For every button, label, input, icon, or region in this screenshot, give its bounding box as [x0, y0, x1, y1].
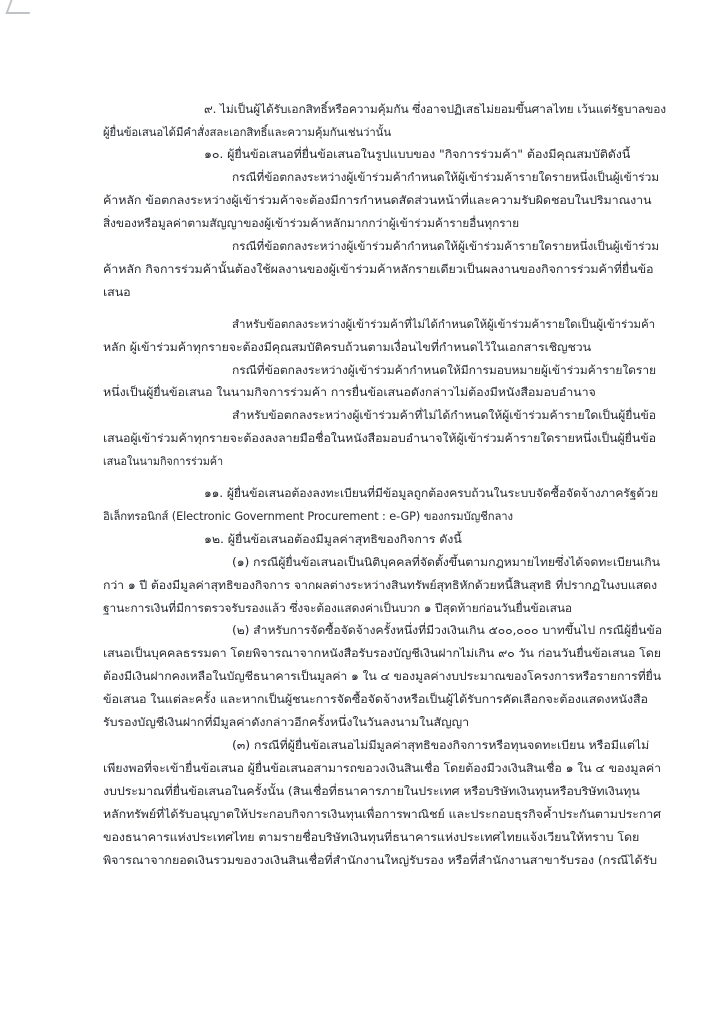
- doc-line: เพียงพอที่จะเข้ายื่นข้อเสนอ ผู้ยื่นข้อเสนอสามารถขอวงเงินสินเชื่อ โดยต้องมีวงเงินสินเชื่อ ๑ ใน ๔ ของมูลค่า: [103, 762, 661, 775]
- doc-line: (๓) กรณีที่ผู้ยื่นข้อเสนอไม่มีมูลค่าสุทธิของกิจการหรือทุนจดทะเบียน หรือมีแต่ไม่: [232, 739, 650, 752]
- doc-line: ข้อเสนอ ในแต่ละครั้ง และหากเป็นผู้ชนะการจัดซื้อจัดจ้างหรือเป็นผู้ได้รับการคัดเลือกจะต้องแสดงหนังสือ: [103, 693, 648, 706]
- doc-line: หลัก ผู้เข้าร่วมค้าทุกรายจะต้องมีคุณสมบัติครบถ้วนตามเงื่อนไขที่กำหนดไว้ในเอกสารเชิญชวน: [103, 341, 591, 354]
- doc-line: รับรองบัญชีเงินฝากที่มีมูลค่าดังกล่าวอีกครั้งหนึ่งในวันลงนามในสัญญา: [103, 716, 469, 729]
- doc-line: ๑๑. ผู้ยื่นข้อเสนอต้องลงทะเบียนที่มีข้อมูลถูกต้องครบถ้วนในระบบจัดซื้อจัดจ้างภาครัฐด้วย: [204, 487, 658, 500]
- doc-line: ค้าหลัก ข้อตกลงระหว่างผู้เข้าร่วมค้าจะต้องมีการกำหนดสัดส่วนหน้าที่และความรับผิดชอบในปริมาณงาน: [103, 194, 652, 207]
- doc-line: เสนอ: [103, 286, 131, 299]
- doc-line: กว่า ๑ ปี ต้องมีมูลค่าสุทธิของกิจการ จากผลต่างระหว่างสินทรัพย์สุทธิหักด้วยหนี้สินสุทธิ ที่ปรากฏในงบแสดง: [103, 579, 657, 592]
- scan-corner-mark: [5, 0, 34, 14]
- doc-line: หลักทรัพย์ที่ได้รับอนุญาตให้ประกอบกิจการเงินทุนเพื่อการพาณิชย์ และประกอบธุรกิจค้ำประกันตามประกาศ: [103, 808, 661, 821]
- doc-line: งบประมาณที่ยื่นข้อเสนอในครั้งนั้น (สินเชื่อที่ธนาคารภายในประเทศ หรือบริษัทเงินทุนหรือบริษัทเงินทุน: [103, 785, 640, 798]
- doc-line: ต้องมีเงินฝากคงเหลือในบัญชีธนาคารเป็นมูลค่า ๑ ใน ๔ ของมูลค่างบประมาณของโครงการหรือรายการที่ยื่น: [103, 670, 661, 683]
- doc-line: กรณีที่ข้อตกลงระหว่างผู้เข้าร่วมค้ากำหนดให้มีการมอบหมายผู้เข้าร่วมค้ารายใดราย: [232, 364, 656, 377]
- doc-line: กรณีที่ข้อตกลงระหว่างผู้เข้าร่วมค้ากำหนดให้ผู้เข้าร่วมค้ารายใดรายหนึ่งเป็นผู้เข้าร่วม: [232, 171, 659, 184]
- doc-line: สำหรับข้อตกลงระหว่างผู้เข้าร่วมค้าที่ไม่ได้กำหนดให้ผู้เข้าร่วมค้ารายใดเป็นผู้ยื่นข้อ: [232, 409, 656, 422]
- doc-line: ของธนาคารแห่งประเทศไทย ตามรายชื่อบริษัทเงินทุนที่ธนาคารแห่งประเทศไทยแจ้งเวียนให้ทราบ โดย: [103, 831, 640, 844]
- doc-line: เสนอในนามกิจการร่วมค้า: [103, 455, 223, 468]
- doc-line: ค้าหลัก กิจการร่วมค้านั้นต้องใช้ผลงานของผู้เข้าร่วมค้าหลักรายเดียวเป็นผลงานของกิจการร่วมค้าที่ยื่นข้อ: [103, 263, 654, 276]
- doc-line: ๙. ไม่เป็นผู้ได้รับเอกสิทธิ์หรือความคุ้มกัน ซึ่งอาจปฏิเสธไม่ยอมขึ้นศาลไทย เว้นแต่รัฐบาลของ: [204, 103, 666, 116]
- doc-line: เสนอผู้เข้าร่วมค้าทุกรายจะต้องลงลายมือชื่อในหนังสือมอบอำนาจให้ผู้เข้าร่วมค้ารายใดรายหนึ่งเป็นผู้ยื่นข้อ: [103, 432, 656, 445]
- doc-line: หนึ่งเป็นผู้ยื่นข้อเสนอ ในนามกิจการร่วมค้า การยื่นข้อเสนอดังกล่าวไม่ต้องมีหนังสือมอบอำนาจ: [103, 386, 596, 399]
- doc-line: อิเล็กทรอนิกส์ (Electronic Government Procurement : e-GP) ของกรมบัญชีกลาง: [103, 510, 513, 523]
- doc-line: ผู้ยื่นข้อเสนอได้มีคำสั่งสละเอกสิทธิ์และความคุ้มกันเช่นว่านั้น: [103, 126, 391, 139]
- doc-line: สำหรับข้อตกลงระหว่างผู้เข้าร่วมค้าที่ไม่ได้กำหนดให้ผู้เข้าร่วมค้ารายใดเป็นผู้เข้าร่วมค้า: [232, 318, 655, 331]
- doc-line: พิจารณาจากยอดเงินรวมของวงเงินสินเชื่อที่สำนักงานใหญ่รับรอง หรือที่สำนักงานสาขารับรอง (กรณีได้รับ: [103, 854, 657, 867]
- doc-line: สิ่งของหรือมูลค่าตามสัญญาของผู้เข้าร่วมค้าหลักมากกว่าผู้เข้าร่วมค้ารายอื่นทุกราย: [103, 217, 519, 230]
- doc-line: ฐานะการเงินที่มีการตรวจรับรองแล้ว ซึ่งจะต้องแสดงค่าเป็นบวก ๑ ปีสุดท้ายก่อนวันยื่นข้อเสนอ: [103, 602, 572, 615]
- doc-line: ๑๒. ผู้ยื่นข้อเสนอต้องมีมูลค่าสุทธิของกิจการ ดังนี้: [204, 533, 462, 546]
- doc-line: (๑) กรณีผู้ยื่นข้อเสนอเป็นนิติบุคคลที่จัดตั้งขึ้นตามกฎหมายไทยซึ่งได้จดทะเบียนเกิน: [232, 556, 660, 569]
- doc-line: (๒) สำหรับการจัดซื้อจัดจ้างครั้งหนึ่งที่มีวงเงินเกิน ๕๐๐,๐๐๐ บาทขึ้นไป กรณีผู้ยื่นข้อ: [232, 624, 662, 637]
- doc-line: ๑๐. ผู้ยื่นข้อเสนอที่ยื่นข้อเสนอในรูปแบบของ "กิจการร่วมค้า" ต้องมีคุณสมบัติดังนี้: [204, 148, 631, 161]
- doc-line: เสนอเป็นบุคคลธรรมดา โดยพิจารณาจากหนังสือรับรองบัญชีเงินฝากไม่เกิน ๙๐ วัน ก่อนวันยื่นข้อเสนอ โดย: [103, 647, 661, 660]
- doc-line: กรณีที่ข้อตกลงระหว่างผู้เข้าร่วมค้ากำหนดให้ผู้เข้าร่วมค้ารายใดรายหนึ่งเป็นผู้เข้าร่วม: [232, 240, 659, 253]
